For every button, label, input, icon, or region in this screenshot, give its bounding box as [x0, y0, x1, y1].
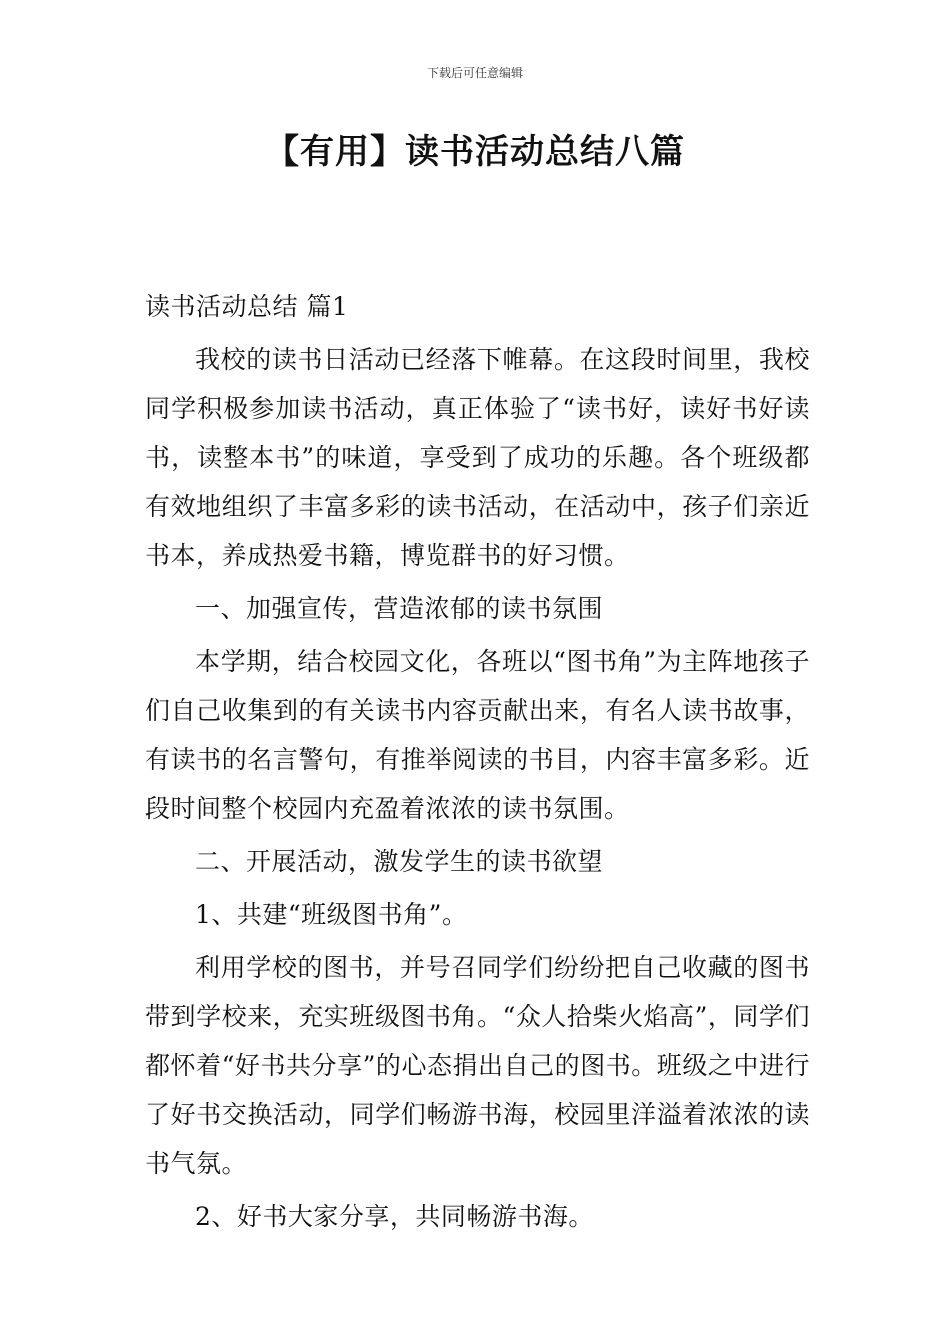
header-note: 下载后可任意编辑	[426, 66, 523, 80]
document-title: 【有用】读书活动总结八篇	[265, 132, 685, 172]
paragraph-book-corner: 本学期，结合校园文化，各班以“图书角”为主阵地孩子们自己收集到的有关读书内容贡献出来，有名人读书故事，有读书的名言警句，有推举阅读的书目，内容丰富多彩。近段时间整个校园内充盈着浓浓的读书氛围。	[145, 647, 810, 823]
list-item-1: 1、共建“班级图书角”。	[195, 900, 468, 929]
subheading-promotion: 一、加强宣传，营造浓郁的读书氛围	[195, 594, 604, 623]
list-item-2: 2、好书大家分享，共同畅游书海。	[195, 1202, 594, 1231]
section-heading: 读书活动总结 篇1	[145, 292, 349, 321]
document-body	[145, 282, 810, 1245]
paragraph-book-sharing: 利用学校的图书，并号召同学们纷纷把自己收藏的图书带到学校来，充实班级图书角。“众人拾柴火焰高”，同学们都怀着“好书共分享”的心态捐出自己的图书。班级之中进行了好书交换活动，同学们畅游书海，校园里洋溢着浓浓的读书气氛。	[145, 953, 810, 1178]
subheading-activities: 二、开展活动，激发学生的读书欲望	[195, 847, 604, 876]
paragraph-intro: 我校的读书日活动已经落下帷幕。在这段时间里，我校同学积极参加读书活动，真正体验了“读书好，读好书好读书，读整本书”的味道，享受到了成功的乐趣。各个班级都有效地组织了丰富多彩的读书活动，在活动中，孩子们亲近书本，养成热爱书籍，博览群书的好习惯。	[145, 345, 810, 570]
